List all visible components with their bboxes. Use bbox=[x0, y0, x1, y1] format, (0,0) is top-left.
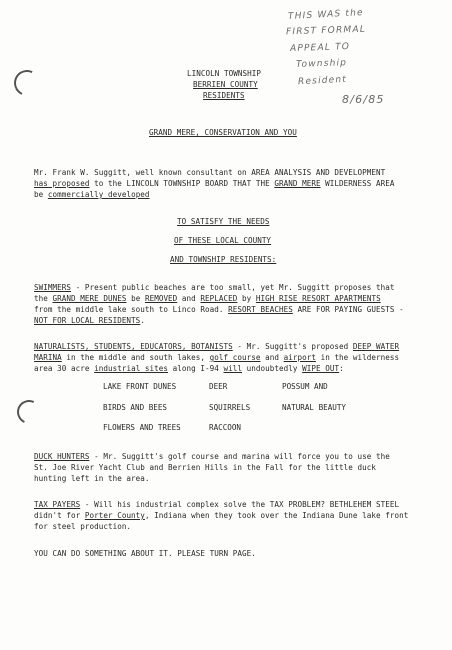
wildlife-item: FLOWERS AND TREES bbox=[103, 423, 181, 432]
tax-payers-label: TAX PAYERS bbox=[34, 500, 81, 509]
swimmers-text: . bbox=[140, 316, 145, 325]
page-title: GRAND MERE, CONSERVATION AND YOU bbox=[149, 128, 297, 137]
tax-text: didn't for bbox=[34, 511, 85, 520]
not-local-text: NOT FOR LOCAL RESIDENTS bbox=[34, 316, 141, 325]
punch-hole-middle bbox=[14, 397, 45, 428]
naturalists-text: in the middle and south lakes, bbox=[61, 353, 210, 362]
airport-text: airport bbox=[283, 353, 316, 362]
grand-mere-dunes-text: GRAND MERE DUNES bbox=[52, 294, 127, 303]
proposed-text: has proposed bbox=[34, 179, 90, 188]
handwritten-line: Resident bbox=[297, 74, 348, 88]
wipe-out-text: WIPE OUT bbox=[302, 364, 340, 373]
intro-text: to the LINCOLN TOWNSHIP BOARD THAT THE bbox=[89, 179, 275, 188]
swimmers-text: be bbox=[126, 294, 145, 303]
handwritten-line: Township bbox=[295, 58, 348, 70]
swimmers-text: from the middle lake south to Linco Road. bbox=[34, 305, 229, 314]
wildlife-item: NATURAL BEAUTY bbox=[282, 403, 347, 412]
grand-mere-text: GRAND MERE bbox=[274, 179, 321, 188]
swimmers-text: by bbox=[237, 294, 256, 303]
duck-line-3: hunting left in the area. bbox=[34, 474, 150, 483]
naturalists-text: along I-94 bbox=[168, 364, 224, 373]
replaced-text: REPLACED bbox=[200, 294, 238, 303]
naturalists-text: - Mr. Suggitt's proposed bbox=[232, 342, 353, 351]
naturalists-text: and bbox=[260, 353, 284, 362]
tax-line-1 bbox=[34, 500, 399, 510]
naturalists-label: NATURALISTS, STUDENTS, EDUCATORS, BOTANISTS bbox=[34, 342, 233, 351]
tax-line-2 bbox=[34, 511, 408, 521]
closing-line: YOU CAN DO SOMETHING ABOUT IT. PLEASE TURN PAGE. bbox=[34, 549, 256, 558]
intro-line-1: Mr. Frank W. Suggitt, well known consultant on AREA ANALYSIS AND DEVELOPMENT bbox=[34, 168, 386, 177]
naturalists-line-2 bbox=[34, 353, 399, 363]
naturalists-text: undoubtedly bbox=[242, 364, 303, 373]
handwritten-line: FIRST FORMAL bbox=[285, 24, 367, 38]
header-line-2: BERRIEN COUNTY bbox=[193, 80, 258, 89]
wildlife-item: BIRDS AND BEES bbox=[103, 403, 168, 412]
handwritten-line: THIS WAS the bbox=[287, 8, 365, 22]
swimmers-line-1 bbox=[34, 283, 395, 293]
tax-text: , Indiana when they took over the Indiana Dune lake front bbox=[144, 511, 409, 520]
handwritten-date: 8/6/85 bbox=[342, 93, 385, 106]
wildlife-item: SQUIRRELS bbox=[209, 403, 251, 412]
punch-hole-top bbox=[10, 66, 43, 99]
swimmers-text: - Present public beaches are too small, yet Mr. Suggitt proposes that bbox=[70, 283, 395, 292]
deep-water-text: DEEP WATER bbox=[352, 342, 400, 351]
tax-text: - Will his industrial complex solve the TAX PROBLEM? BETHLEHEM STEEL bbox=[80, 500, 400, 509]
commercially-developed-text: commercially developed bbox=[47, 190, 150, 199]
apartments-text: HIGH RISE RESORT APARTMENTS bbox=[255, 294, 381, 303]
header-line-1: LINCOLN TOWNSHIP bbox=[187, 69, 261, 78]
tax-line-3: for steel production. bbox=[34, 522, 132, 531]
intro-text: WILDERNESS AREA bbox=[320, 179, 395, 188]
swimmers-line-2 bbox=[34, 294, 381, 304]
swimmers-line-3 bbox=[34, 305, 404, 315]
duck-hunters-label: DUCK HUNTERS bbox=[34, 452, 90, 461]
swimmers-line-4 bbox=[34, 316, 145, 326]
needs-heading-1: TO SATISFY THE NEEDS bbox=[177, 217, 270, 226]
handwritten-line: APPEAL TO bbox=[289, 41, 351, 55]
removed-text: REMOVED bbox=[144, 294, 178, 303]
swimmers-text: and bbox=[177, 294, 201, 303]
naturalists-text: in the wilderness bbox=[315, 353, 400, 362]
duck-text: - Mr. Suggitt's golf course and marina will force you to use the bbox=[89, 452, 390, 461]
naturalists-text: area 30 acre bbox=[34, 364, 95, 373]
wildlife-item: RACCOON bbox=[209, 423, 242, 432]
swimmers-label: SWIMMERS bbox=[34, 283, 71, 292]
intro-text: be bbox=[34, 190, 48, 199]
wildlife-item: POSSUM AND bbox=[282, 382, 328, 391]
marina-text: MARINA bbox=[34, 353, 62, 362]
needs-heading-3: AND TOWNSHIP RESIDENTS: bbox=[170, 255, 277, 264]
golf-course-text: golf course bbox=[209, 353, 261, 362]
porter-county-text: Porter County bbox=[84, 511, 145, 520]
naturalists-text: : bbox=[339, 364, 344, 373]
industrial-sites-text: industrial sites bbox=[94, 364, 169, 373]
header-line-3: RESIDENTS bbox=[203, 91, 245, 100]
wildlife-item: LAKE FRONT DUNES bbox=[103, 382, 177, 391]
naturalists-line-3 bbox=[34, 364, 344, 374]
swimmers-text: the bbox=[34, 294, 53, 303]
resort-beaches-text: RESORT BEACHES bbox=[228, 305, 293, 314]
intro-line-2 bbox=[34, 179, 395, 189]
duck-line-2: St. Joe River Yacht Club and Berrien Hills in the Fall for the little duck bbox=[34, 463, 377, 472]
wildlife-item: DEER bbox=[209, 382, 228, 391]
needs-heading-2: OF THESE LOCAL COUNTY bbox=[174, 236, 272, 245]
duck-line-1 bbox=[34, 452, 390, 462]
intro-line-3 bbox=[34, 190, 150, 200]
will-text: will bbox=[223, 364, 243, 373]
naturalists-line-1 bbox=[34, 342, 399, 352]
swimmers-text: ARE FOR PAYING GUESTS - bbox=[292, 305, 404, 314]
